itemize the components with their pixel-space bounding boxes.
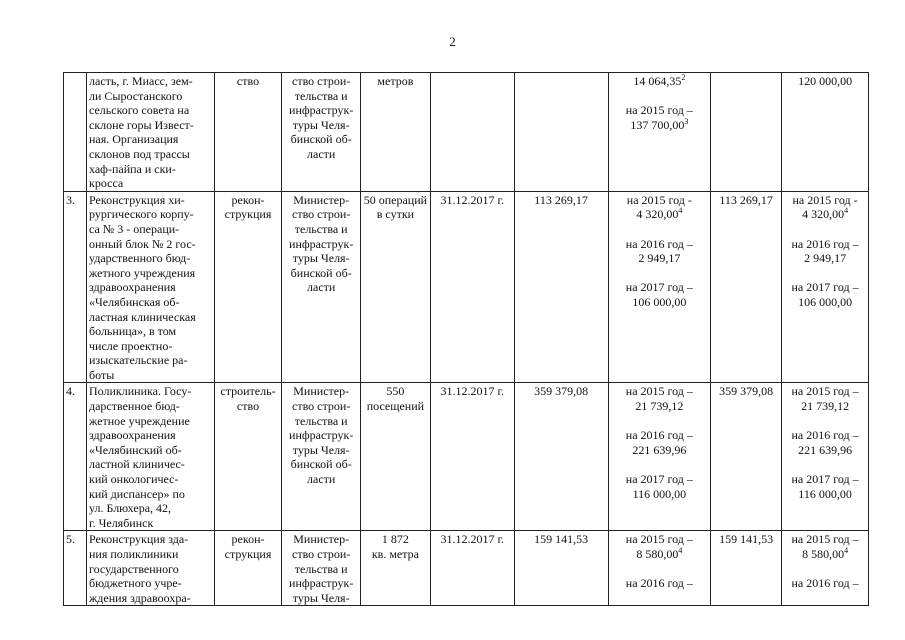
cell-line: изыскательские ра- xyxy=(89,353,188,368)
cell-line: 1 872 xyxy=(381,532,409,547)
work-type xyxy=(214,531,282,606)
cell-line: ул. Блюхера, 42, xyxy=(89,501,172,516)
customer xyxy=(282,531,360,606)
financing-line xyxy=(611,487,708,502)
financing-volume xyxy=(608,73,710,192)
financing-line xyxy=(784,443,866,458)
footnote-mark: 4 xyxy=(678,206,683,216)
line-gap xyxy=(611,414,708,429)
cell-line: 50 операций xyxy=(363,192,428,207)
financing-amount: на 2017 год – xyxy=(625,472,693,487)
financing-amount: на 2017 год – xyxy=(791,472,859,487)
financing-line xyxy=(611,576,708,591)
cell-line: инфраструк- xyxy=(289,103,354,118)
estimated-cost: 159 141,53 xyxy=(514,531,608,606)
financing-amount: на 2016 год – xyxy=(625,428,693,443)
cell-line: рургического корпу- xyxy=(89,207,194,222)
financing-amount: на 2015 год – xyxy=(625,103,693,118)
line-gap xyxy=(784,457,866,472)
work-type xyxy=(214,73,282,192)
table-row xyxy=(64,531,869,606)
financing-amount: на 2016 год – xyxy=(791,236,859,251)
cell-line: тельства и xyxy=(294,221,348,236)
financing-amount: на 2016 год – xyxy=(791,576,859,591)
estimated-cost xyxy=(514,73,608,192)
financing-line xyxy=(611,118,708,133)
cell-line: струкция xyxy=(224,547,272,561)
row-number: 4. xyxy=(64,383,87,531)
financing-line xyxy=(784,487,866,502)
estimated-cost-2: 113 269,17 xyxy=(711,191,782,383)
cell-line: здравоохранения xyxy=(89,280,176,295)
completion-date xyxy=(430,73,514,192)
financing-volume-2 xyxy=(782,191,869,383)
line-gap xyxy=(784,222,866,237)
capacity xyxy=(360,531,430,606)
cell-line: государственного xyxy=(89,561,179,576)
financing-line xyxy=(784,532,866,547)
line-gap xyxy=(611,222,708,237)
financing-amount: 106 000,00 xyxy=(798,294,853,309)
financing-amount: 2 949,17 xyxy=(804,251,847,266)
financing-amount: на 2015 год - xyxy=(626,192,692,207)
cell-line: в сутки xyxy=(376,207,415,222)
cell-line: бинской об- xyxy=(290,132,352,147)
cell-line: ласти xyxy=(307,280,336,295)
financing-line xyxy=(611,103,708,118)
cell-line: г. Челябинск xyxy=(89,515,154,530)
cell-line: ство xyxy=(236,399,260,414)
cell-line: кросса xyxy=(89,176,124,191)
financing-amount: 21 739,12 xyxy=(635,399,684,414)
financing-line xyxy=(611,384,708,399)
financing-amount: на 2015 год - xyxy=(792,192,858,207)
work-type xyxy=(214,191,282,383)
cell-line: посещений xyxy=(366,399,425,414)
financing-amount: на 2017 год – xyxy=(791,280,859,295)
financing-line xyxy=(611,74,708,89)
capacity xyxy=(360,383,430,531)
object-name xyxy=(87,383,215,531)
cell-line: кв. метра xyxy=(371,547,419,561)
financing-volume xyxy=(608,191,710,383)
cell-line: ния поликлиники xyxy=(89,547,179,561)
financing-volume xyxy=(608,383,710,531)
cell-line: «Челябинская об- xyxy=(89,294,180,309)
cell-line: Министер- xyxy=(293,384,350,399)
financing-line xyxy=(611,207,708,222)
cell-line: Реконструкция зда- xyxy=(89,532,189,547)
cell-line: тельства и xyxy=(294,413,348,428)
cell-line: хаф-пайпа и ски- xyxy=(89,161,176,176)
row-number: 3. xyxy=(64,191,87,383)
capacity xyxy=(360,73,430,192)
work-type xyxy=(214,383,282,531)
cell-line: ство строи- xyxy=(292,399,351,414)
cell-line: струкция xyxy=(224,207,272,222)
estimated-cost: 113 269,17 xyxy=(514,191,608,383)
financing-amount: на 2015 год – xyxy=(791,384,859,399)
financing-amount: 4 320,00 xyxy=(636,207,679,222)
cell-line: туры Челя- xyxy=(292,590,350,605)
cell-line: рекон- xyxy=(231,532,265,547)
financing-line xyxy=(784,74,866,89)
objects-table xyxy=(63,72,869,606)
financing-line xyxy=(784,384,866,399)
line-gap xyxy=(611,266,708,281)
financing-amount: 14 064,35 xyxy=(633,74,682,88)
financing-line xyxy=(784,295,866,310)
cell-line: инфраструк- xyxy=(289,236,354,251)
financing-line xyxy=(784,472,866,487)
cell-line: Министер- xyxy=(293,532,350,547)
row-number xyxy=(64,73,87,192)
cell-line: жетное учреждение xyxy=(89,413,190,428)
cell-line: ство строи- xyxy=(292,547,351,561)
cell-line: ная. Организация xyxy=(89,132,179,147)
financing-line xyxy=(611,547,708,562)
estimated-cost-2 xyxy=(711,73,782,192)
cell-line: Реконструкция хи- xyxy=(89,192,185,207)
cell-line: туры Челя- xyxy=(292,442,350,457)
financing-amount: 8 580,00 xyxy=(802,547,845,561)
cell-line: ство xyxy=(236,74,260,88)
cell-line: кий онкологичес- xyxy=(89,472,179,487)
cell-line: инфраструк- xyxy=(289,576,354,591)
financing-amount: 4 320,00 xyxy=(802,207,845,222)
cell-line: ждения здравоохра- xyxy=(89,590,191,605)
page-number: 2 xyxy=(449,34,456,49)
financing-amount: на 2016 год – xyxy=(791,428,859,443)
cell-line: строитель- xyxy=(220,384,276,399)
cell-line: са № 3 - операци- xyxy=(89,221,180,236)
financing-line xyxy=(611,295,708,310)
cell-line: тельства и xyxy=(294,561,348,576)
customer xyxy=(282,383,360,531)
footnote-mark: 3 xyxy=(684,116,689,126)
financing-amount: 221 639,96 xyxy=(798,442,853,457)
financing-amount: 21 739,12 xyxy=(801,399,850,414)
cell-line: «Челябинский об- xyxy=(89,442,182,457)
line-gap xyxy=(784,414,866,429)
financing-amount: на 2015 год – xyxy=(625,532,693,547)
line-gap xyxy=(784,266,866,281)
object-name xyxy=(87,191,215,383)
cell-line: инфраструк- xyxy=(289,428,354,443)
estimated-cost-2: 359 379,08 xyxy=(711,383,782,531)
financing-line xyxy=(784,280,866,295)
cell-line: тельства и xyxy=(294,88,348,103)
financing-line xyxy=(611,472,708,487)
financing-line xyxy=(611,251,708,266)
financing-volume-2 xyxy=(782,383,869,531)
cell-line: ство строи- xyxy=(292,207,351,222)
footnote-mark: 4 xyxy=(678,546,683,555)
financing-amount: на 2015 год – xyxy=(625,384,693,399)
financing-line xyxy=(784,251,866,266)
estimated-cost: 359 379,08 xyxy=(514,383,608,531)
table-row xyxy=(64,73,869,192)
row-number: 5. xyxy=(64,531,87,606)
line-gap xyxy=(611,89,708,104)
cell-line: больница», в том xyxy=(89,324,177,339)
footnote-mark: 2 xyxy=(681,73,686,82)
table-row xyxy=(64,383,869,531)
footnote-mark: 4 xyxy=(844,206,849,216)
customer xyxy=(282,191,360,383)
financing-amount: 116 000,00 xyxy=(798,486,852,501)
completion-date: 31.12.2017 г. xyxy=(430,383,514,531)
footnote-mark: 4 xyxy=(844,546,849,555)
cell-line: здравоохранения xyxy=(89,428,176,443)
customer xyxy=(282,73,360,192)
cell-line: 550 xyxy=(386,384,405,399)
financing-amount: 116 000,00 xyxy=(632,486,687,501)
cell-line: ласти xyxy=(307,472,336,487)
cell-line: жетного учреждения xyxy=(89,265,196,280)
line-gap xyxy=(611,562,708,577)
financing-amount: 106 000,00 xyxy=(632,294,687,309)
financing-amount: на 2017 год – xyxy=(625,280,693,295)
financing-volume-2 xyxy=(782,73,869,192)
financing-amount: 120 000,00 xyxy=(798,74,853,88)
cell-line: онный блок № 2 гос- xyxy=(89,236,196,251)
cell-line: Министер- xyxy=(293,192,350,207)
cell-line: кий диспансер» по xyxy=(89,486,185,501)
financing-line xyxy=(784,207,866,222)
financing-line xyxy=(784,193,866,208)
financing-line xyxy=(611,193,708,208)
capacity xyxy=(360,191,430,383)
cell-line: ластной клиничес- xyxy=(89,457,185,472)
cell-line: ласть, г. Миасс, зем- xyxy=(89,74,193,88)
financing-line xyxy=(611,443,708,458)
financing-line xyxy=(611,532,708,547)
financing-amount: 137 700,00 xyxy=(630,117,685,132)
financing-line xyxy=(784,428,866,443)
financing-line xyxy=(611,399,708,414)
table-row xyxy=(64,191,869,383)
cell-line: бинской об- xyxy=(290,265,352,280)
cell-line: туры Челя- xyxy=(292,117,350,132)
financing-line xyxy=(784,399,866,414)
cell-line: склоне горы Извест- xyxy=(89,117,194,132)
financing-amount: на 2016 год – xyxy=(625,576,693,591)
financing-volume-2 xyxy=(782,531,869,606)
cell-line: боты xyxy=(89,367,115,382)
financing-amount: на 2016 год – xyxy=(625,236,693,251)
cell-line: склонов под трассы xyxy=(89,146,190,161)
cell-line: метров xyxy=(377,74,414,88)
financing-amount: 8 580,00 xyxy=(636,547,679,561)
financing-line xyxy=(784,576,866,591)
cell-line: бинской об- xyxy=(290,457,352,472)
financing-volume xyxy=(608,531,710,606)
financing-line xyxy=(784,237,866,252)
completion-date: 31.12.2017 г. xyxy=(430,531,514,606)
financing-line xyxy=(611,237,708,252)
financing-amount: на 2015 год – xyxy=(791,532,859,547)
cell-line: числе проектно- xyxy=(89,338,173,353)
cell-line: ство строи- xyxy=(292,74,351,88)
cell-line: Поликлиника. Госу- xyxy=(89,384,192,399)
cell-line: ударственного бюд- xyxy=(89,251,191,266)
cell-line: бюджетного учре- xyxy=(89,576,182,591)
financing-amount: 2 949,17 xyxy=(638,251,681,266)
cell-line: ластная клиническая xyxy=(89,309,196,324)
financing-line xyxy=(784,547,866,562)
estimated-cost-2: 159 141,53 xyxy=(711,531,782,606)
cell-line: рекон- xyxy=(231,192,265,207)
completion-date: 31.12.2017 г. xyxy=(430,191,514,383)
object-name xyxy=(87,73,215,192)
financing-line xyxy=(611,428,708,443)
cell-line: туры Челя- xyxy=(292,251,350,266)
cell-line: сельского совета на xyxy=(89,103,190,118)
cell-line: ли Сыростанского xyxy=(89,88,183,103)
financing-line xyxy=(611,280,708,295)
line-gap xyxy=(784,562,866,577)
object-name xyxy=(87,531,215,606)
financing-amount: 221 639,96 xyxy=(632,442,687,457)
cell-line: ласти xyxy=(307,146,336,161)
cell-line: дарственное бюд- xyxy=(89,399,180,414)
line-gap xyxy=(611,457,708,472)
